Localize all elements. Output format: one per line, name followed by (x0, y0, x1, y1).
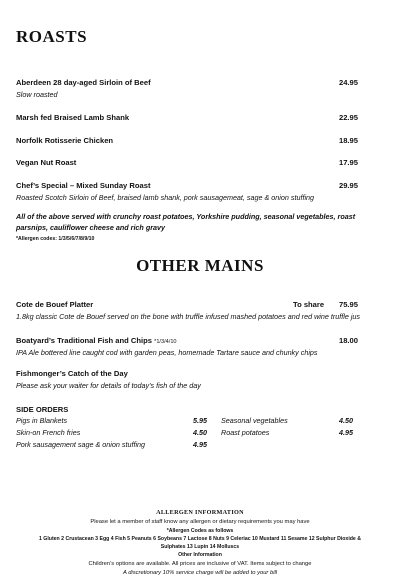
side-orders-heading: SIDE ORDERS (16, 405, 69, 414)
roast-item-price: 18.95 (338, 136, 358, 145)
roast-item-description: Slow roasted (16, 90, 58, 99)
other-info-line: Children’s options are available. All prices are inclusive of VAT. Items subject to change (88, 561, 312, 567)
roast-item-name: Vegan Nut Roast (16, 158, 77, 167)
side-item-name: Seasonal vegetables (221, 416, 288, 425)
allergen-info-codes: 1 Gluten 2 Crustacean 3 Egg 4 Fish 5 Peanuts 6 Soybeans 7 Lactose 8 Nuts 9 Celeriac 10 Mustard 11 Sesame 12 Sulphur Dioxide & (38, 536, 362, 542)
main-item-name: Fishmonger’s Catch of the Day (16, 369, 128, 378)
allergen-info-codes-title: *Allergen Codes as follows (166, 528, 234, 534)
side-item-name: Pigs in Blankets (16, 416, 68, 425)
side-item-price: 4.50 (339, 416, 353, 425)
main-item-allergen: *1/3/4/10 (154, 339, 177, 345)
side-item-name: Roast potatoes (221, 428, 270, 437)
main-item-price: 18.00 (338, 336, 358, 345)
main-item-price: 75.95 (338, 300, 358, 309)
main-item-name (16, 336, 177, 345)
roast-item-name: Norfolk Rotisserie Chicken (16, 136, 114, 145)
main-item-description: IPA Ale bottered line caught cod with garden peas, homemade Tartare sauce and chunky chips (16, 348, 318, 357)
allergen-info-heading: ALLERGEN INFORMATION (156, 509, 244, 516)
main-item-tag: To share (293, 300, 325, 309)
roast-item-price: 29.95 (338, 181, 358, 190)
roasts-served-note: All of the above served with crunchy roast potatoes, Yorkshire pudding, seasonal vegetables, roast parsnips, cauliflower cheese and rich gravy (16, 212, 356, 232)
allergen-info-line: Please let a member of staff know any allergen or dietary requirements you may have (90, 519, 310, 525)
side-item-price: 5.95 (193, 416, 207, 425)
roasts-allergen-codes: *Allergen codes: 1/3/5/6/7/8/9/10 (16, 236, 95, 242)
main-item-name: Cote de Bouef Platter (16, 300, 94, 309)
roast-item-name: Aberdeen 28 day-aged Sirloin of Beef (16, 78, 151, 87)
roast-item-price: 24.95 (338, 78, 358, 87)
main-item-description: 1.8kg classic Cote de Bouef served on the bone with truffle infused mashed potatoes and red wine truffle jus (16, 312, 361, 321)
side-item-name: Skin-on French fries (16, 428, 81, 437)
main-item-name-text: Boatyard’s Traditional Fish and Chips (16, 336, 153, 345)
roast-item-description: Roasted Scotch Sirloin of Beef, braised lamb shank, pork sausagemeat, sage & onion stuffing (16, 193, 315, 202)
roast-item-name: Marsh fed Braised Lamb Shank (16, 113, 130, 122)
other-info-heading: Other Information (178, 552, 222, 558)
side-item-price: 4.95 (193, 440, 207, 449)
roast-item-price: 17.95 (338, 158, 358, 167)
roast-item-name: Chef’s Special – Mixed Sunday Roast (16, 181, 151, 190)
main-item-description: Please ask your waiter for details of today’s fish of the day (16, 381, 201, 390)
roast-item-price: 22.95 (338, 113, 358, 122)
side-item-name: Pork sausagement sage & onion stuffing (16, 440, 146, 449)
service-charge-note: A discretionary 10% service charge will be added to your bill (122, 570, 278, 576)
roasts-heading: ROASTS (16, 27, 88, 46)
allergen-info-codes: Sulphates 13 Lupin 14 Molluscs (160, 544, 240, 550)
side-item-price: 4.95 (339, 428, 353, 437)
side-item-price: 4.50 (193, 428, 207, 437)
other-mains-heading: OTHER MAINS (136, 256, 264, 275)
